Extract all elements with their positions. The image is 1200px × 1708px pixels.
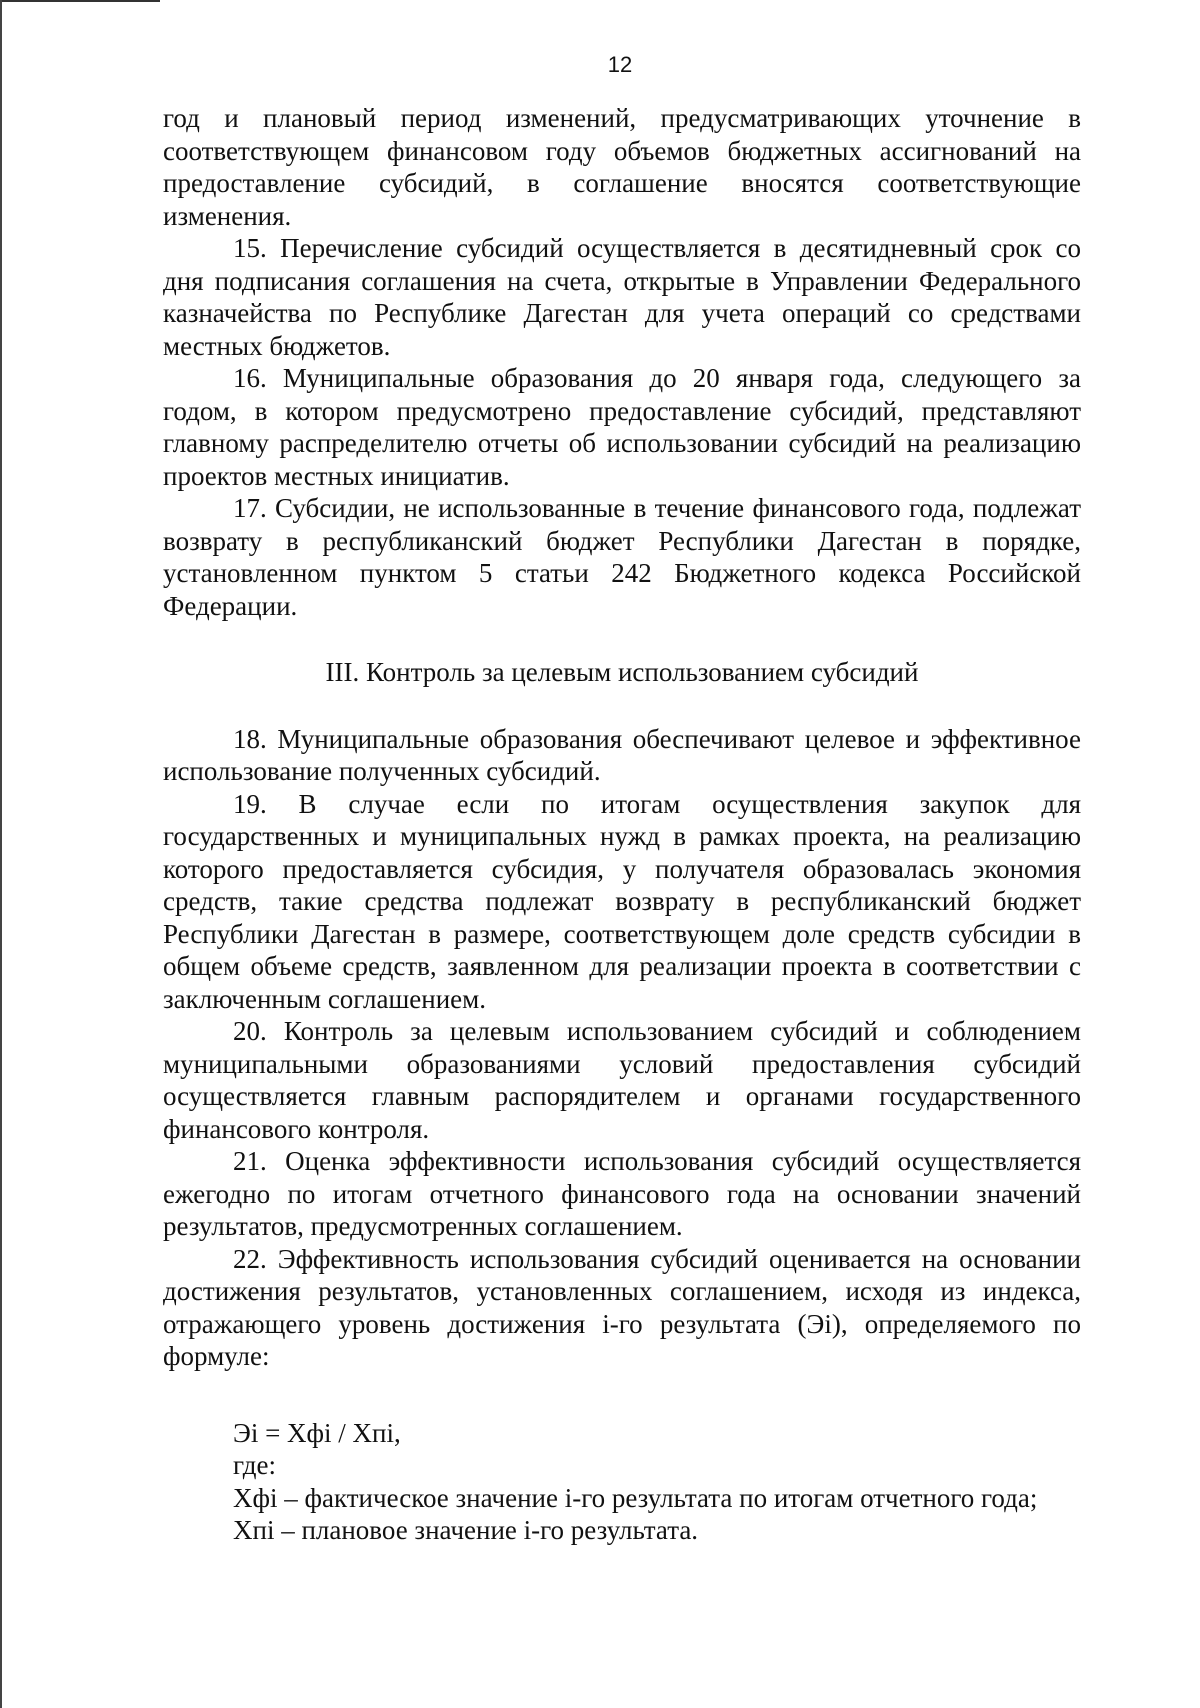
paragraph-15: 15. Перечисление субсидий осуществляется в десятидневный срок со дня подписания соглашения на счета, открытые в Управлении Федерального казначейства по Республике Дагестан для учета операций со средствами местных бюджетов. <box>163 233 1081 361</box>
scan-edge-top <box>0 0 160 2</box>
scan-edge-left <box>0 0 2 1708</box>
section-title: III. Контроль за целевым использованием субсидий <box>325 657 919 687</box>
paragraph-17: 17. Субсидии, не использованные в течение финансового года, подлежат возврату в республиканский бюджет Республики Дагестан в порядке, установленном пунктом 5 статьи 242 Бюджетного кодекса Российской Федерации. <box>163 493 1081 621</box>
formula-definition-planned: Хпi – плановое значение i-го результата. <box>233 1515 699 1545</box>
paragraph-21: 21. Оценка эффективности использования субсидий осуществляется ежегодно по итогам отчетного финансового года на основании значений результатов, предусмотренных соглашением. <box>163 1146 1081 1241</box>
paragraph-18: 18. Муниципальные образования обеспечивают целевое и эффективное использование полученных субсидий. <box>163 723 1081 786</box>
document-body <box>163 102 1081 1547</box>
formula-definition-actual: Хфi – фактическое значение i-го результата по итогам отчетного года; <box>233 1482 1038 1513</box>
paragraph-22: 22. Эффективность использования субсидий оценивается на основании достижения результатов, установленных соглашением, исходя из индекса, отражающего уровень достижения i-го результата (Эi), определяемого по формуле: <box>163 1243 1081 1371</box>
formula-expression: Эi = Хфi / Хпi, <box>233 1417 401 1448</box>
page-number: 12 <box>607 52 633 77</box>
paragraph-20: 20. Контроль за целевым использованием субсидий и соблюдением муниципальными образованиями условий предоставления субсидий осуществляется главным распорядителем и органами государственного финансового контроля. <box>163 1016 1081 1144</box>
paragraph-19: 19. В случае если по итогам осуществления закупок для государственных и муниципальных нужд в рамках проекта, на реализацию которого предоставляется субсидия, у получателя образовалась экономия средств, такие средства подлежат возврату в республиканский бюджет Республики Дагестан в размере, соответствующем доле средств субсидии в общем объеме средств, заявленном для реализации проекта в соответствии с заключенным соглашением. <box>163 788 1081 1014</box>
paragraph-continued: год и плановый период изменений, предусматривающих уточнение в соответствующем финансовом году объемов бюджетных ассигнований на предоставление субсидий, в соглашение вносятся соответствующие изменения. <box>163 103 1081 231</box>
formula-block <box>163 1417 1081 1547</box>
formula-where: где: <box>233 1450 276 1480</box>
paragraph-16: 16. Муниципальные образования до 20 января года, следующего за годом, в котором предусмотрено предоставление субсидий, представляют главному распределителю отчеты об использовании субсидий на реализацию проектов местных инициатив. <box>163 363 1081 491</box>
